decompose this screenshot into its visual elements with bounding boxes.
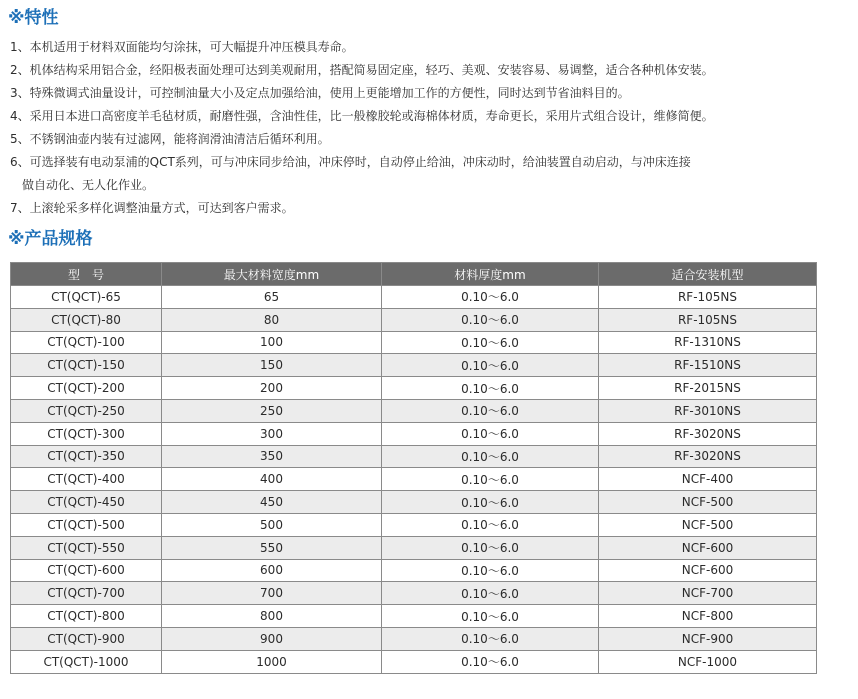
cell-machine: NCF-400 (599, 468, 817, 491)
cell-thickness: 0.10～6.0 (382, 559, 599, 582)
feature-text: 1、本机适用于材料双面能均匀涂抹，可大幅提升冲压模具寿命。 (10, 40, 354, 54)
table-row (11, 627, 817, 650)
cell-thickness: 0.10～6.0 (382, 445, 599, 468)
table-row (11, 491, 817, 514)
cell-model: CT(QCT)-250 (11, 399, 162, 422)
header-model: 型 号 (11, 263, 162, 286)
cell-model: CT(QCT)-600 (11, 559, 162, 582)
header-max-width: 最大材料宽度mm (162, 263, 382, 286)
cell-max-width: 65 (162, 286, 382, 309)
cell-thickness: 0.10～6.0 (382, 422, 599, 445)
table-row (11, 354, 817, 377)
cell-model: CT(QCT)-80 (11, 308, 162, 331)
cell-model: CT(QCT)-100 (11, 331, 162, 354)
features-list (10, 36, 855, 220)
table-row (11, 536, 817, 559)
cell-max-width: 900 (162, 627, 382, 650)
cell-thickness: 0.10～6.0 (382, 627, 599, 650)
header-machine: 适合安装机型 (599, 263, 817, 286)
cell-machine: NCF-900 (599, 627, 817, 650)
feature-item (10, 105, 855, 128)
cell-thickness: 0.10～6.0 (382, 582, 599, 605)
cell-model: CT(QCT)-65 (11, 286, 162, 309)
cell-model: CT(QCT)-450 (11, 491, 162, 514)
cell-machine: RF-105NS (599, 308, 817, 331)
cell-max-width: 250 (162, 399, 382, 422)
feature-text: 6、可选择装有电动泵浦的QCT系列，可与冲床同步给油，冲床停时，自动停止给油，冲床动时，给油装置自动启动，与冲床连接 (10, 155, 691, 169)
cell-model: CT(QCT)-400 (11, 468, 162, 491)
cell-max-width: 550 (162, 536, 382, 559)
cell-max-width: 800 (162, 605, 382, 628)
cell-model: CT(QCT)-150 (11, 354, 162, 377)
feature-item (10, 82, 855, 105)
feature-item (10, 151, 855, 197)
cell-max-width: 300 (162, 422, 382, 445)
cell-max-width: 450 (162, 491, 382, 514)
cell-thickness: 0.10～6.0 (382, 354, 599, 377)
cell-machine: NCF-700 (599, 582, 817, 605)
cell-thickness: 0.10～6.0 (382, 513, 599, 536)
table-row (11, 331, 817, 354)
cell-max-width: 200 (162, 377, 382, 400)
features-title: ※特性 (8, 8, 59, 28)
cell-max-width: 600 (162, 559, 382, 582)
feature-item (10, 36, 855, 59)
cell-thickness: 0.10～6.0 (382, 399, 599, 422)
table-row (11, 399, 817, 422)
cell-machine: NCF-600 (599, 559, 817, 582)
table-row (11, 286, 817, 309)
cell-machine: RF-1510NS (599, 354, 817, 377)
cell-machine: RF-3020NS (599, 445, 817, 468)
cell-max-width: 100 (162, 331, 382, 354)
spec-table (10, 262, 817, 674)
cell-model: CT(QCT)-300 (11, 422, 162, 445)
cell-max-width: 400 (162, 468, 382, 491)
cell-model: CT(QCT)-200 (11, 377, 162, 400)
cell-machine: NCF-800 (599, 605, 817, 628)
cell-thickness: 0.10～6.0 (382, 536, 599, 559)
cell-model: CT(QCT)-550 (11, 536, 162, 559)
cell-thickness: 0.10～6.0 (382, 605, 599, 628)
feature-text: 2、机体结构采用铝合金，经阳极表面处理可达到美观耐用，搭配简易固定座，轻巧、美观、安装容易、易调整，适合各种机体安装。 (10, 63, 714, 77)
cell-thickness: 0.10～6.0 (382, 377, 599, 400)
cell-thickness: 0.10～6.0 (382, 331, 599, 354)
cell-machine: NCF-500 (599, 513, 817, 536)
table-row (11, 605, 817, 628)
cell-thickness: 0.10～6.0 (382, 468, 599, 491)
cell-machine: NCF-500 (599, 491, 817, 514)
table-row (11, 650, 817, 673)
feature-text-continued: 做自动化、无人化作业。 (22, 178, 155, 192)
cell-model: CT(QCT)-900 (11, 627, 162, 650)
cell-max-width: 1000 (162, 650, 382, 673)
feature-item (10, 197, 855, 220)
cell-machine: RF-3020NS (599, 422, 817, 445)
cell-machine: NCF-600 (599, 536, 817, 559)
cell-machine: RF-1310NS (599, 331, 817, 354)
table-body (11, 286, 817, 674)
specs-title: ※产品规格 (8, 229, 93, 249)
feature-item (10, 59, 855, 82)
cell-model: CT(QCT)-700 (11, 582, 162, 605)
cell-thickness: 0.10～6.0 (382, 491, 599, 514)
cell-model: CT(QCT)-350 (11, 445, 162, 468)
cell-max-width: 700 (162, 582, 382, 605)
table-row (11, 468, 817, 491)
cell-max-width: 350 (162, 445, 382, 468)
cell-model: CT(QCT)-1000 (11, 650, 162, 673)
cell-machine: NCF-1000 (599, 650, 817, 673)
cell-machine: RF-105NS (599, 286, 817, 309)
table-row (11, 445, 817, 468)
table-header-row (11, 263, 817, 286)
cell-max-width: 500 (162, 513, 382, 536)
table-row (11, 377, 817, 400)
table-row (11, 559, 817, 582)
feature-item (10, 128, 855, 151)
header-thickness: 材料厚度mm (382, 263, 599, 286)
table-row (11, 513, 817, 536)
cell-thickness: 0.10～6.0 (382, 308, 599, 331)
feature-text: 4、采用日本进口高密度羊毛毡材质，耐磨性强，含油性佳，比一般橡胶轮或海棉体材质，寿命更长，采用片式组合设计，维修简便。 (10, 109, 714, 123)
cell-model: CT(QCT)-500 (11, 513, 162, 536)
cell-machine: RF-3010NS (599, 399, 817, 422)
feature-text: 5、不锈钢油壶内装有过滤网，能将润滑油清洁后循环利用。 (10, 132, 330, 146)
cell-max-width: 80 (162, 308, 382, 331)
table-row (11, 582, 817, 605)
cell-thickness: 0.10～6.0 (382, 650, 599, 673)
feature-text: 3、特殊微调式油量设计，可控制油量大小及定点加强给油，使用上更能增加工作的方便性，同时达到节省油料目的。 (10, 86, 630, 100)
feature-text: 7、上滚轮采多样化调整油量方式，可达到客户需求。 (10, 201, 294, 215)
cell-thickness: 0.10～6.0 (382, 286, 599, 309)
table-row (11, 308, 817, 331)
table-row (11, 422, 817, 445)
cell-machine: RF-2015NS (599, 377, 817, 400)
cell-max-width: 150 (162, 354, 382, 377)
cell-model: CT(QCT)-800 (11, 605, 162, 628)
